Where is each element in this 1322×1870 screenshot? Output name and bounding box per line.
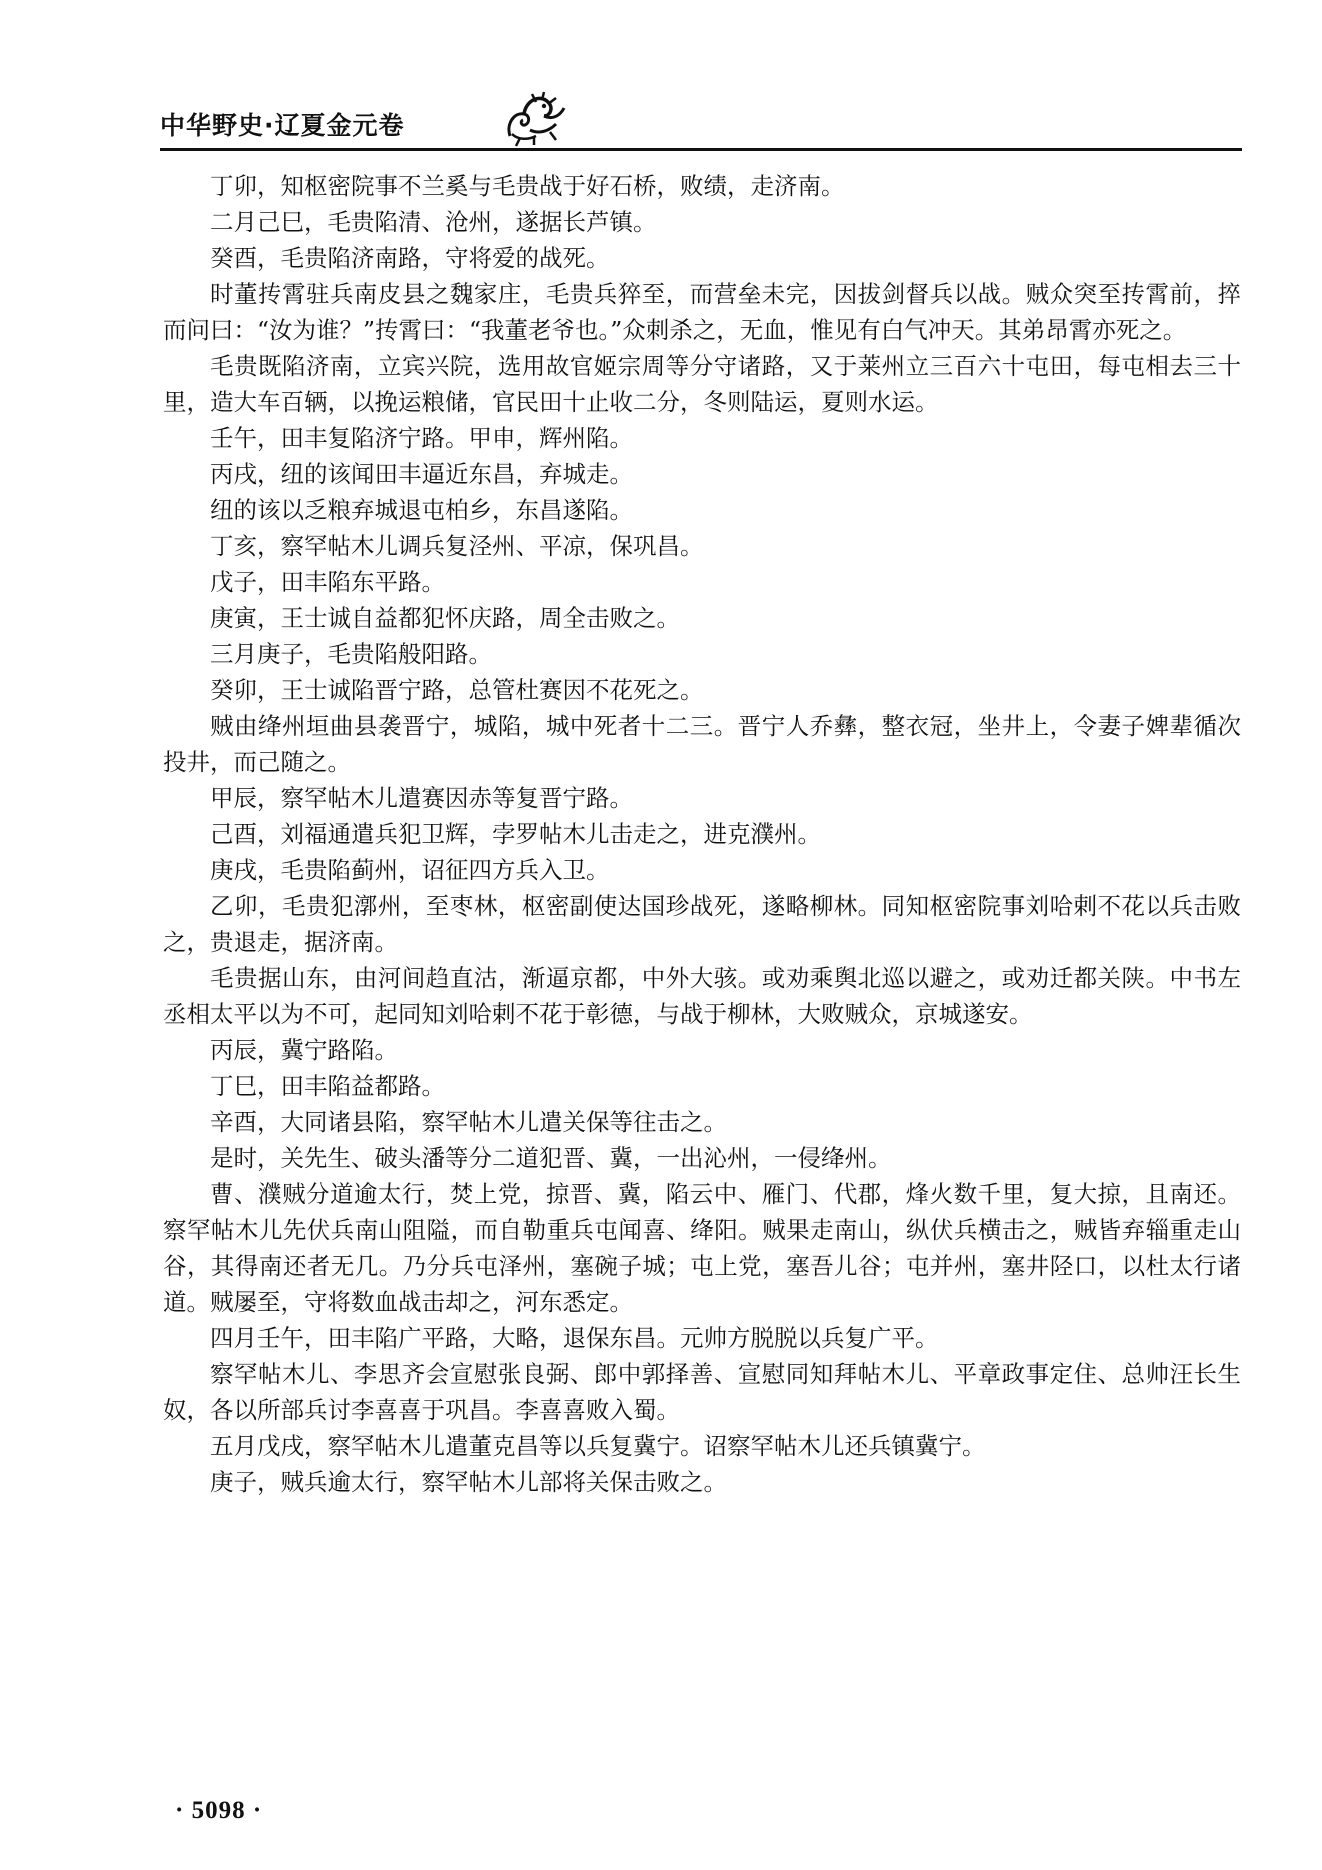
header-rule [160,148,1242,151]
paragraph: 庚寅，王士诚自益都犯怀庆路，周全击败之。 [210,604,680,632]
paragraph: 癸酉，毛贵陷济南路，守将爱的战死。 [210,244,610,272]
paragraph: 五月戊戌，察罕帖木儿遣董克昌等以兵复冀宁。诏察罕帖木儿还兵镇冀宁。 [210,1432,986,1460]
paragraph: 丙辰，冀宁路陷。 [210,1036,398,1064]
paragraph: 丁卯，知枢密院事不兰奚与毛贵战于好石桥，败绩，走济南。 [210,172,845,200]
paragraph: 察罕帖木儿、李思齐会宣慰张良弼、郎中郭择善、宣慰同知拜帖木儿、平章政事定住、总帅汪长生奴，各以所部兵讨李喜喜于巩昌。李喜喜败入蜀。 [163,1360,1241,1424]
paragraph: 丙戌，纽的该闻田丰逼近东昌，弃城走。 [210,460,633,488]
paragraph: 贼由绛州垣曲县袭晋宁，城陷，城中死者十二三。晋宁人乔彝，整衣冠，坐井上，令妻子婢辈循次投井，而己随之。 [163,712,1241,776]
page-number: · 5098 · [175,1797,263,1824]
paragraph: 庚戌，毛贵陷蓟州，诏征四方兵入卫。 [210,856,610,884]
dragon-emblem-icon [500,90,570,148]
paragraph: 毛贵既陷济南，立宾兴院，选用故官姬宗周等分守诸路，又于莱州立三百六十屯田，每屯相去三十里，造大车百辆，以挽运粮储，官民田十止收二分，冬则陆运，夏则水运。 [163,352,1241,416]
body-text [163,168,1241,1500]
paragraph: 丁亥，察罕帖木儿调兵复泾州、平凉，保巩昌。 [210,532,704,560]
paragraph: 时董抟霄驻兵南皮县之魏家庄，毛贵兵猝至，而营垒未完，因拔剑督兵以战。贼众突至抟霄前，捽而问曰：“汝为谁？”抟霄曰：“我董老爷也。”众刺杀之，无血，惟见有白气冲天。其弟昂霄亦死之。 [163,280,1241,344]
paragraph: 是时，关先生、破头潘等分二道犯晋、冀，一出沁州，一侵绛州。 [210,1144,892,1172]
paragraph: 丁巳，田丰陷益都路。 [210,1072,445,1100]
paragraph: 四月壬午，田丰陷广平路，大略，退保东昌。元帅方脱脱以兵复广平。 [210,1324,939,1352]
running-header [160,100,1240,150]
paragraph: 曹、濮贼分道逾太行，焚上党，掠晋、冀，陷云中、雁门、代郡，烽火数千里，复大掠，且南还。察罕帖木儿先伏兵南山阻隘，而自勒重兵屯闻喜、绛阳。贼果走南山，纵伏兵横击之，贼皆弃辎重走山谷，其得南还者无几。乃分兵屯泽州，塞碗子城；屯上党，塞吾儿谷；屯并州，塞井陉口，以杜太行诸道。贼屡至，守将数血战击却之，河东悉定。 [163,1180,1241,1316]
paragraph: 二月己巳，毛贵陷清、沧州，遂据长芦镇。 [210,208,657,236]
paragraph: 己酉，刘福通遣兵犯卫辉，孛罗帖木儿击走之，进克濮州。 [210,820,821,848]
paragraph: 辛酉，大同诸县陷，察罕帖木儿遣关保等往击之。 [210,1108,727,1136]
paragraph: 癸卯，王士诚陷晋宁路，总管杜赛因不花死之。 [210,676,704,704]
paragraph: 乙卯，毛贵犯漷州，至枣林，枢密副使达国珍战死，遂略柳林。同知枢密院事刘哈剌不花以兵击败之，贵退走，据济南。 [163,892,1241,956]
paragraph: 甲辰，察罕帖木儿遣赛因赤等复晋宁路。 [210,784,633,812]
paragraph: 毛贵据山东，由河间趋直沽，渐逼京都，中外大骇。或劝乘舆北巡以避之，或劝迁都关陕。中书左丞相太平以为不可，起同知刘哈剌不花于彰德，与战于柳林，大败贼众，京城遂安。 [163,964,1241,1028]
paragraph: 纽的该以乏粮弃城退屯柏乡，东昌遂陷。 [210,496,633,524]
paragraph: 庚子，贼兵逾太行，察罕帖木儿部将关保击败之。 [210,1468,727,1496]
paragraph: 三月庚子，毛贵陷般阳路。 [210,640,492,668]
paragraph: 壬午，田丰复陷济宁路。甲申，辉州陷。 [210,424,633,452]
paragraph: 戊子，田丰陷东平路。 [210,568,445,596]
book-title: 中华野史·辽夏金元卷 [160,111,405,140]
